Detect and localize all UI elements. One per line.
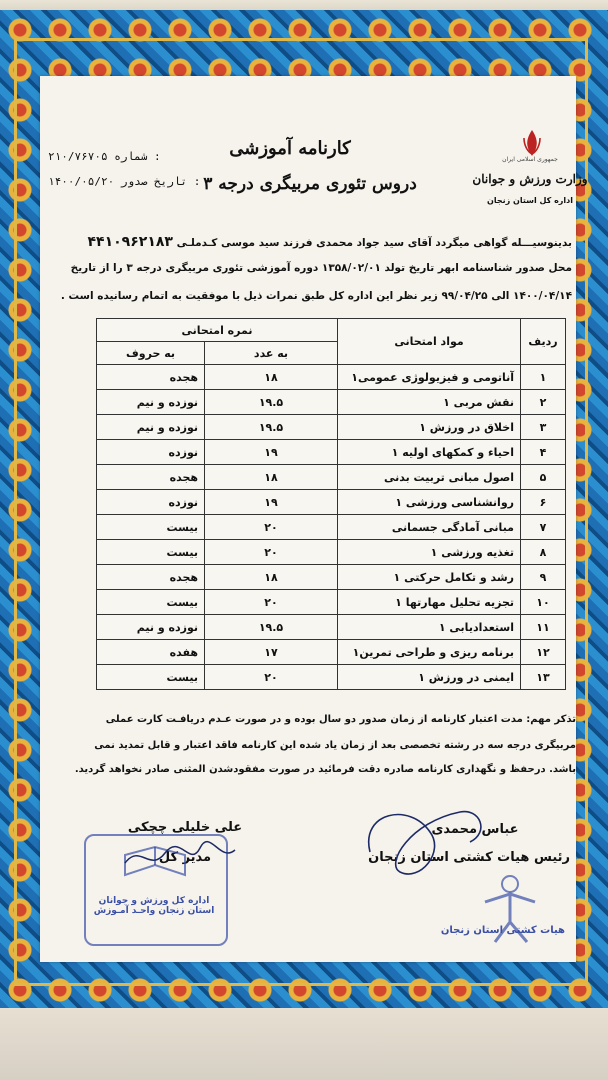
grades-table bbox=[96, 318, 566, 690]
col-header-subject: مواد امتحانی bbox=[338, 319, 521, 365]
subject-cell: ایمنی در ورزش ۱ bbox=[338, 665, 521, 690]
body-line-1 bbox=[52, 234, 572, 250]
doc-number-value: ۲۱۰/۷۶۷۰۵ bbox=[48, 150, 108, 163]
table-row bbox=[97, 540, 566, 565]
word-grade-cell: هجده bbox=[97, 365, 205, 390]
row-number: ۶ bbox=[521, 490, 566, 515]
certificate-subtitle: دروس تئوری مربیگری درجه ۳ bbox=[203, 174, 417, 194]
right-signer-title: رئیس هیات کشتی استان زنجان bbox=[368, 850, 570, 865]
doc-number bbox=[48, 150, 178, 163]
left-signer-name: علی خلیلی چچکی bbox=[127, 820, 243, 835]
word-grade-cell: نوزده bbox=[97, 490, 205, 515]
col-header-row: ردیف bbox=[521, 319, 566, 365]
numeric-grade-cell: ۱۷ bbox=[205, 640, 338, 665]
subject-cell: تجزیه تحلیل مهارتها ۱ bbox=[338, 590, 521, 615]
numeric-grade-cell: ۲۰ bbox=[205, 590, 338, 615]
table-row bbox=[97, 565, 566, 590]
note-line-3: باشد. درحفظ و نگهداری کارنامه صادره دقت فرمائید در صورت مفقودشدن المثنی صادر نخواهد گردید. bbox=[74, 764, 576, 775]
word-grade-cell: هجده bbox=[97, 465, 205, 490]
numeric-grade-cell: ۱۹.۵ bbox=[205, 415, 338, 440]
subject-cell: نقش مربی ۱ bbox=[338, 390, 521, 415]
left-signature bbox=[120, 838, 240, 878]
iran-emblem-icon bbox=[520, 128, 544, 158]
word-grade-cell: هجده bbox=[97, 565, 205, 590]
table-row bbox=[97, 365, 566, 390]
row-number: ۸ bbox=[521, 540, 566, 565]
subject-cell: مبانی آمادگی جسمانی bbox=[338, 515, 521, 540]
body-line-2: محل صدور شناسنامه ابهر تاریخ تولد ۱۳۵۸/۰۲/۰۱ دوره آموزشی تئوری مربیگری درجه ۳ را از تاریخ bbox=[70, 262, 572, 274]
table-row bbox=[97, 490, 566, 515]
subject-cell: استعدادیابی ۱ bbox=[338, 615, 521, 640]
numeric-grade-cell: ۱۹ bbox=[205, 440, 338, 465]
word-grade-cell: نوزده و نیم bbox=[97, 390, 205, 415]
wrestler-stamp-icon bbox=[440, 862, 565, 962]
note-line-2: مربیگری درجه سه در رشته تخصصی بعد از زمان یاد شده این کارنامه فاقد اعتبار و قابل تمدید نمی bbox=[94, 740, 576, 751]
table-row bbox=[97, 415, 566, 440]
numeric-grade-cell: ۱۸ bbox=[205, 465, 338, 490]
subject-cell: روانشناسی ورزشی ۱ bbox=[338, 490, 521, 515]
col-header-grade: نمره امتحانی bbox=[97, 319, 338, 342]
numeric-grade-cell: ۱۸ bbox=[205, 565, 338, 590]
row-number: ۴ bbox=[521, 440, 566, 465]
numeric-grade-cell: ۲۰ bbox=[205, 540, 338, 565]
row-number: ۱۱ bbox=[521, 615, 566, 640]
row-number: ۱۰ bbox=[521, 590, 566, 615]
row-number: ۹ bbox=[521, 565, 566, 590]
row-number: ۱۳ bbox=[521, 665, 566, 690]
national-code: ۴۴۱۰۹۶۲۱۸۳ bbox=[87, 234, 173, 250]
row-number: ۲ bbox=[521, 390, 566, 415]
numeric-grade-cell: ۱۸ bbox=[205, 365, 338, 390]
row-number: ۱۲ bbox=[521, 640, 566, 665]
numeric-grade-cell: ۱۹ bbox=[205, 490, 338, 515]
numeric-grade-cell: ۱۹.۵ bbox=[205, 615, 338, 640]
table-row bbox=[97, 515, 566, 540]
col-header-numeric: به عدد bbox=[205, 342, 338, 365]
subject-cell: تغذیه ورزشی ۱ bbox=[338, 540, 521, 565]
table-row bbox=[97, 440, 566, 465]
subject-cell: اصول مبانی تربیت بدنی bbox=[338, 465, 521, 490]
numeric-grade-cell: ۱۹.۵ bbox=[205, 390, 338, 415]
table-row bbox=[97, 465, 566, 490]
word-grade-cell: بیست bbox=[97, 540, 205, 565]
word-grade-cell: بیست bbox=[97, 665, 205, 690]
office-stamp-text: اداره کل ورزش و جوانان استان زنجان واحـد آمـوزش bbox=[93, 896, 215, 916]
subject-cell: احیاء و کمکهای اولیه ۱ bbox=[338, 440, 521, 465]
col-header-words: به حروف bbox=[97, 342, 205, 365]
ministry-name: وزارت ورزش و جوانان bbox=[472, 172, 588, 186]
subject-cell: برنامه ریزی و طراحی تمرین۱ bbox=[338, 640, 521, 665]
doc-number-label: شماره : bbox=[114, 150, 161, 163]
row-number: ۵ bbox=[521, 465, 566, 490]
certificate-title: کارنامه آموزشی bbox=[229, 138, 351, 159]
issue-date-label: تاریخ صدور : bbox=[120, 175, 201, 188]
subject-cell: آناتومی و فیزیولوژی عمومی۱ bbox=[338, 365, 521, 390]
left-signer-title: مدیر کل bbox=[158, 850, 212, 865]
word-grade-cell: نوزده و نیم bbox=[97, 615, 205, 640]
body-line-3: ۱۴۰۰/۰۴/۱۴ الی ۹۹/۰۴/۲۵ زیر نظر این اداره کل طبق نمرات ذیل با موفقیت به اتمام رسانیده است . bbox=[60, 290, 572, 302]
word-grade-cell: هفده bbox=[97, 640, 205, 665]
issue-date-value: ۱۴۰۰/۰۵/۲۰ bbox=[48, 175, 115, 188]
numeric-grade-cell: ۲۰ bbox=[205, 515, 338, 540]
body-line-1-text: بدینوسیـــله گواهی میگردد آقای سید جواد محمدی فرزند سید موسی کـدملـی bbox=[176, 237, 572, 249]
office-name: اداره کل استان زنجان bbox=[487, 196, 573, 205]
table-row bbox=[97, 615, 566, 640]
emblem-caption: جمهوری اسلامی ایران bbox=[502, 156, 558, 163]
word-grade-cell: نوزده bbox=[97, 440, 205, 465]
word-grade-cell: نوزده و نیم bbox=[97, 415, 205, 440]
wrestling-stamp-text: هیات کشتی استان زنجان bbox=[440, 925, 565, 936]
table-row bbox=[97, 390, 566, 415]
table-row bbox=[97, 640, 566, 665]
table-row bbox=[97, 665, 566, 690]
row-number: ۷ bbox=[521, 515, 566, 540]
subject-cell: رشد و تکامل حرکتی ۱ bbox=[338, 565, 521, 590]
issue-date bbox=[48, 175, 201, 188]
row-number: ۳ bbox=[521, 415, 566, 440]
row-number: ۱ bbox=[521, 365, 566, 390]
numeric-grade-cell: ۲۰ bbox=[205, 665, 338, 690]
photo-bottom-edge bbox=[0, 1008, 608, 1080]
right-signer-name: عباس محمدی bbox=[431, 822, 519, 837]
note-line-1: تذکر مهم: مدت اعتبار کارنامه از زمان صدور دو سال بوده و در صورت عـدم دریافـت کارت عملی bbox=[105, 714, 576, 725]
word-grade-cell: بیست bbox=[97, 590, 205, 615]
subject-cell: اخلاق در ورزش ۱ bbox=[338, 415, 521, 440]
word-grade-cell: بیست bbox=[97, 515, 205, 540]
table-row bbox=[97, 590, 566, 615]
